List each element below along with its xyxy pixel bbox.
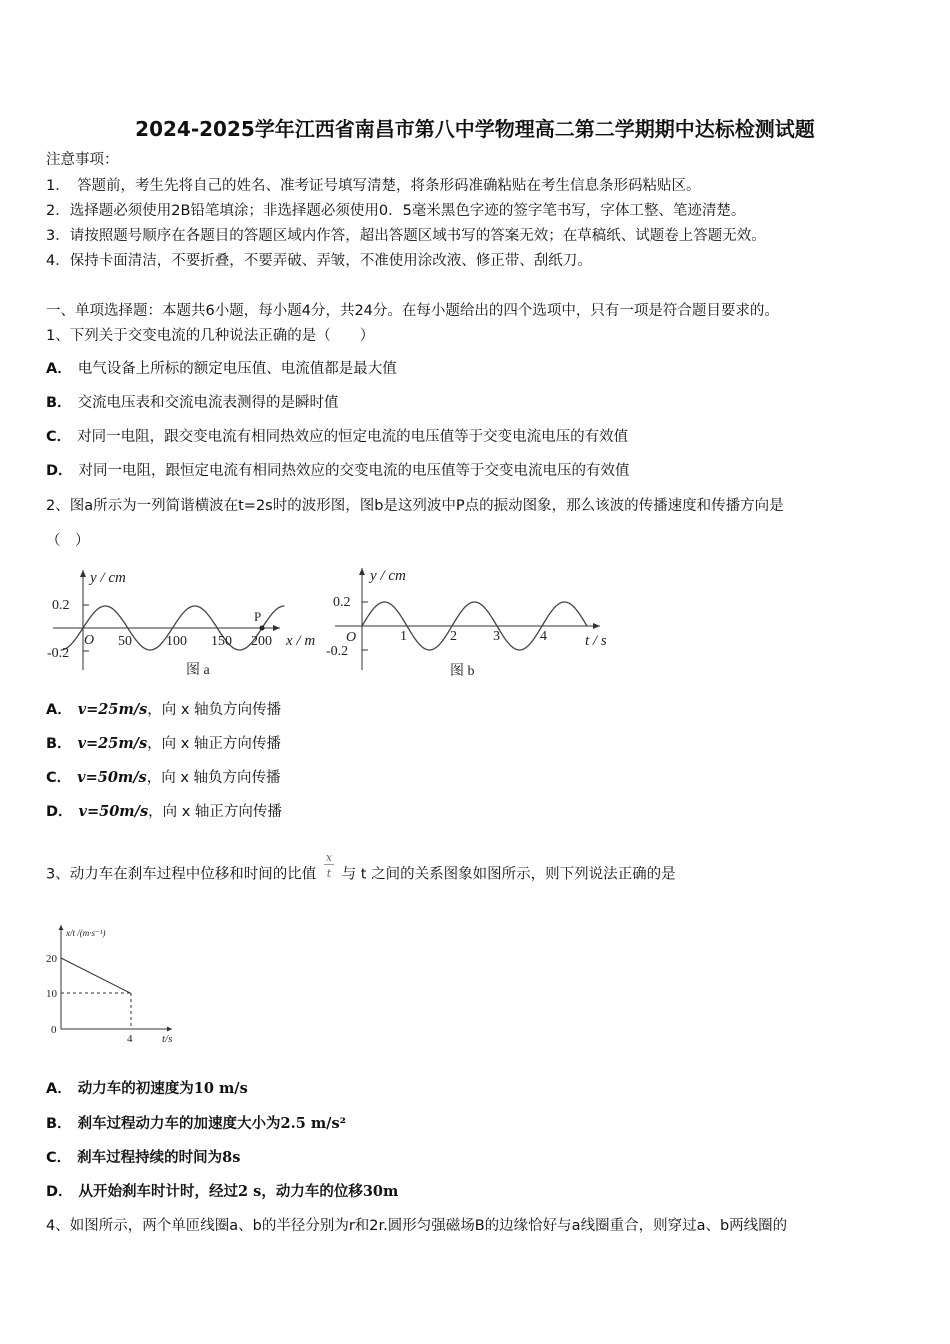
q3-stem: 3、动力车在刹车过程中位移和时间的比值 $\frac{x}{t}$ 与 t 之间的关系图象如图所示，则下列说法正确的是 [46, 861, 676, 888]
y-tick: 10 [46, 988, 57, 1000]
xt-t-chart [40, 915, 190, 1050]
q3-option-b: B． 刹车过程动力车的加速度大小为2.5 m/s² [46, 1115, 346, 1132]
q2-stem: 2、图a所示为一列简谐横波在t=2s时的波形图，图b是这列波中P点的振动图象，那么该波的传播速度和传播方向是 [46, 498, 784, 514]
q3-option-c: C． 刹车过程持续的时间为8s [46, 1149, 241, 1166]
x-tick: 4 [540, 629, 547, 644]
page-title: 2024-2025学年江西省南昌市第八中学物理高二第二学期期中达标检测试题 [135, 117, 815, 141]
q2-option-a: A． v=25m/s，向 x 轴负方向传播 [46, 701, 282, 718]
q2-option-d: D． v=50m/s，向 x 轴正方向传播 [46, 803, 282, 820]
y-axis-label: x/t /(m·s⁻¹) [66, 928, 106, 938]
q1-stem: 1、下列关于交变电流的几种说法正确的是（ ） [46, 328, 375, 344]
q3-option-d: D． 从开始刹车时计时，经过2 s，动力车的位移30m [46, 1183, 399, 1200]
y-axis-label: y / cm [90, 570, 126, 586]
section-heading: 一、单项选择题：本题共6小题，每小题4分，共24分。在每小题给出的四个选项中，只有一项是符合题目要求的。 [46, 303, 779, 319]
x-tick: 2 [450, 629, 457, 644]
y-tick: 20 [46, 953, 57, 965]
y-tick: 0 [51, 1024, 57, 1036]
q4-stem: 4、如图所示，两个单匝线圈a、b的半径分别为r和2r.圆形匀强磁场B的边缘恰好与a线圈重合，则穿过a、b两线圈的 [46, 1218, 788, 1234]
q1-option-b: B． 交流电压表和交流电流表测得的是瞬时值 [46, 395, 339, 411]
x-tick: 100 [166, 634, 187, 649]
q2-option-c: C． v=50m/s，向 x 轴负方向传播 [46, 769, 281, 786]
x-tick: 3 [493, 629, 500, 644]
point-p [260, 626, 265, 631]
q3-option-a: A． 动力车的初速度为10 m/s [46, 1080, 248, 1097]
x-tick: 150 [211, 634, 232, 649]
wave-figure-b [320, 560, 620, 685]
wave-figure-a [40, 560, 330, 685]
origin-label: O [84, 633, 95, 648]
q1-option-d: D． 对同一电阻，跟恒定电流有相同热效应的交变电流的电压值等于交变电流电压的有效值 [46, 463, 630, 479]
notice-item: 3．请按照题号顺序在各题目的答题区域内作答，超出答题区域书写的答案无效；在草稿纸、试题卷上答题无效。 [46, 228, 766, 244]
q1-option-c: C． 对同一电阻，跟交变电流有相同热效应的恒定电流的电压值等于交变电流电压的有效值 [46, 429, 629, 445]
y-tick: -0.2 [326, 644, 349, 659]
point-label: P [254, 609, 262, 624]
y-tick: 0.2 [52, 598, 70, 613]
figure-caption: 图 a [186, 663, 210, 678]
x-axis-label: x / m [286, 633, 316, 649]
x-tick: 4 [127, 1033, 133, 1045]
origin-label: O [346, 630, 357, 645]
q2-option-b: B． v=25m/s，向 x 轴正方向传播 [46, 735, 281, 752]
notice-item: 4．保持卡面清洁，不要折叠，不要弄破、弄皱，不准使用涂改液、修正带、刮纸刀。 [46, 253, 592, 269]
q2-paren: （ ） [46, 533, 90, 549]
x-tick: 200 [251, 634, 272, 649]
x-axis-label: t/s [162, 1033, 173, 1045]
figure-caption: 图 b [450, 664, 475, 679]
x-axis-label: t / s [585, 633, 607, 649]
x-tick: 1 [400, 629, 407, 644]
q1-option-a: A． 电气设备上所标的额定电压值、电流值都是最大值 [46, 361, 397, 377]
y-tick: -0.2 [47, 646, 70, 661]
notice-item: 2．选择题必须使用2B铅笔填涂；非选择题必须使用0．5毫米黑色字迹的签字笔书写，字体工整、笔迹清楚。 [46, 203, 746, 219]
notice-heading: 注意事项： [46, 152, 119, 168]
x-tick: 50 [118, 634, 132, 649]
y-tick: 0.2 [333, 595, 351, 610]
y-axis-label: y / cm [370, 568, 406, 584]
fraction-x-over-t: $\frac{x}{t}$ [325, 851, 333, 880]
xt-line [61, 958, 131, 994]
notice-item: 1． 答题前，考生先将自己的姓名、准考证号填写清楚，将条形码准确粘贴在考生信息条形码粘贴区。 [46, 178, 701, 194]
